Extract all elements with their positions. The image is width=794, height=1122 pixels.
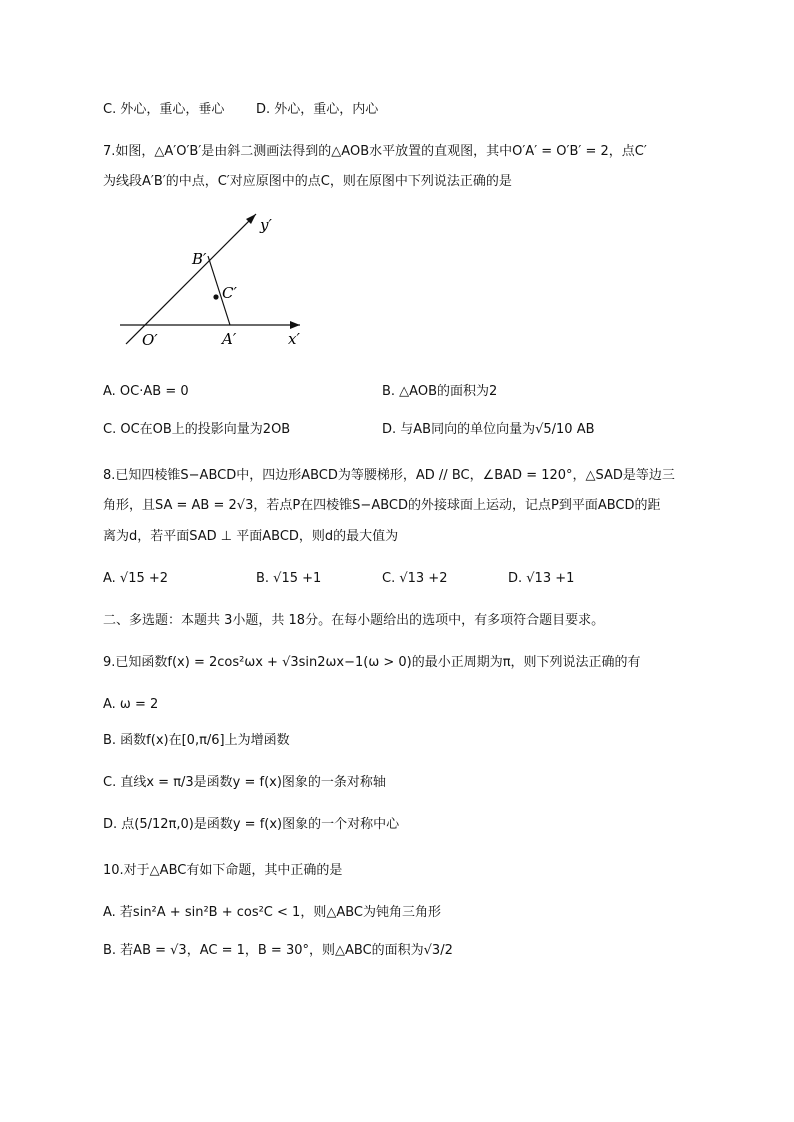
- q7-stem-line2: 为线段A′B′的中点，C′对应原图中的点C，则在原图中下列说法正确的是: [103, 174, 512, 189]
- label-o: O′: [142, 331, 158, 348]
- label-c: C′: [222, 284, 237, 302]
- q9-option-a: A. ω = 2: [103, 697, 159, 712]
- q10-option-a: A. 若sin²A + sin²B + cos²C < 1，则△ABC为钝角三角形: [103, 905, 441, 920]
- q9-option-d: D. 点(5/12π,0)是函数y = f(x)图象的一个对称中心: [103, 817, 400, 832]
- q8-stem-line2: 角形，且SA = AB = 2√3，若点P在四棱锥S−ABCD的外接球面上运动，记点P到平面ABCD的距: [103, 498, 661, 513]
- label-a: A′: [222, 330, 237, 348]
- q8-option-a: A. √15 +2: [103, 571, 169, 586]
- q10-stem: 10.对于△ABC有如下命题，其中正确的是: [103, 863, 343, 878]
- q9-option-b: B. 函数f(x)在[0,π/6]上为增函数: [103, 733, 290, 748]
- q7-option-c: C. OC在OB上的投影向量为2OB: [103, 422, 291, 437]
- q7-option-b: B. △AOB的面积为2: [382, 384, 498, 399]
- x-axis-arrow: [290, 321, 300, 329]
- q10-option-b: B. 若AB = √3，AC = 1，B = 30°，则△ABC的面积为√3/2: [103, 943, 453, 958]
- q8-stem-line3: 离为d，若平面SAD ⊥ 平面ABCD，则d的最大值为: [103, 529, 399, 544]
- q9-option-c: C. 直线x = π/3是函数y = f(x)图象的一条对称轴: [103, 775, 386, 790]
- q9-stem: 9.已知函数f(x) = 2cos²ωx + √3sin2ωx−1(ω > 0)的最小正周期为π，则下列说法正确的有: [103, 655, 641, 670]
- q8-option-b: B. √15 +1: [256, 571, 322, 586]
- q6-option-c: C. 外心，重心，垂心: [103, 102, 225, 117]
- point-c: [213, 294, 218, 299]
- q6-option-d: D. 外心，重心，内心: [256, 102, 379, 117]
- label-b: B′: [192, 250, 207, 268]
- q7-option-d: D. 与AB同向的单位向量为√5/10 AB: [382, 422, 595, 437]
- label-y: y′: [260, 216, 272, 234]
- q7-option-a: A. OC·AB = 0: [103, 384, 189, 399]
- q7-stem-line1: 7.如图，△A′O′B′是由斜二测画法得到的△AOB水平放置的直观图，其中O′A′ = O′B′ = 2，点C′: [103, 144, 647, 159]
- oblique-projection-figure: [112, 208, 312, 348]
- label-x: x′: [288, 330, 300, 348]
- q8-option-d: D. √13 +1: [508, 571, 575, 586]
- q8-option-c: C. √13 +2: [382, 571, 448, 586]
- section-2-heading: 二、多选题：本题共 3小题，共 18分。在每小题给出的选项中，有多项符合题目要求。: [103, 613, 605, 628]
- q8-stem-line1: 8.已知四棱锥S−ABCD中，四边形ABCD为等腰梯形，AD // BC，∠BAD = 120°，△SAD是等边三: [103, 468, 675, 483]
